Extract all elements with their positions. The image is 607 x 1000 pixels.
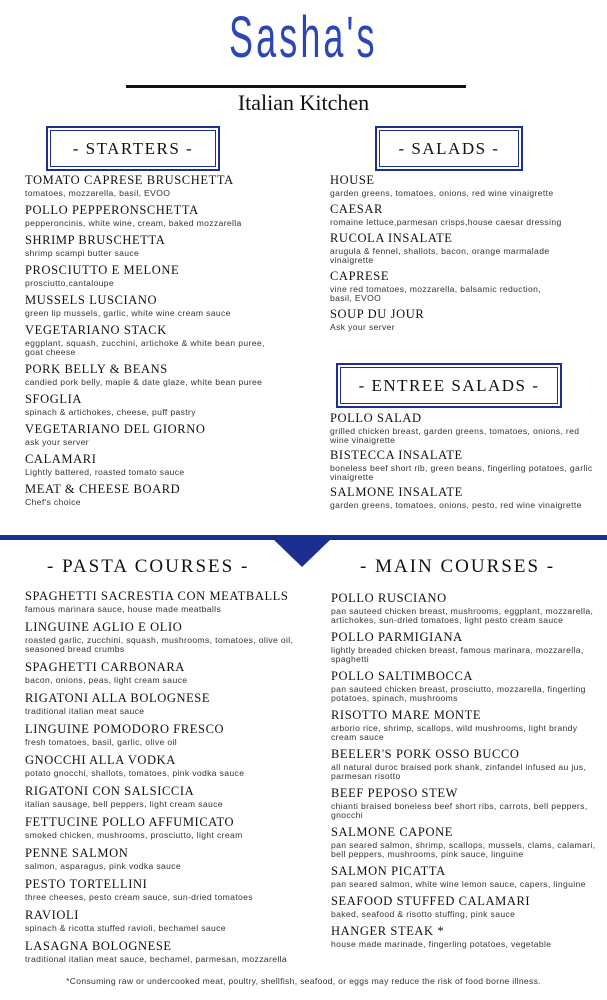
- menu-item: [331, 747, 596, 781]
- salads-heading-box: [375, 126, 523, 171]
- menu-item-description: three cheeses, pesto cream sauce, sun-dried tomatoes: [25, 892, 253, 902]
- food-safety-disclaimer: *Consuming raw or undercooked meat, poultry, shellfish, seafood, or eggs may reduce the risk of food borne illness.: [66, 976, 541, 986]
- salads-list: [330, 173, 565, 336]
- menu-item: [25, 660, 295, 685]
- menu-item: [25, 293, 285, 318]
- menu-item-description: house made marinade, fingerling potatoes, vegetable: [331, 939, 552, 949]
- mains-heading: - MAIN COURSES -: [360, 556, 556, 577]
- menu-item-name: HOUSE: [330, 173, 375, 187]
- menu-item: [330, 202, 565, 227]
- menu-item-description: potato gnocchi, shallots, tomatoes, pink vodka sauce: [25, 768, 245, 778]
- entree-salads-heading: - ENTREE SALADS -: [340, 367, 558, 404]
- menu-item-name: SEAFOOD STUFFED CALAMARI: [331, 894, 531, 908]
- menu-item-description: garden greens, tomatoes, onions, pesto, red wine vinaigrette: [330, 500, 582, 510]
- menu-item-description: chianti braised boneless beef short ribs, carrots, bell peppers, gnocchi: [331, 801, 588, 820]
- menu-item-description: ask your server: [25, 437, 89, 447]
- menu-item-description: bacon, onions, peas, light cream sauce: [25, 675, 188, 685]
- menu-item: [330, 448, 595, 482]
- menu-item-name: CALAMARI: [25, 452, 97, 466]
- menu-item: [25, 722, 295, 747]
- menu-item: [331, 864, 596, 889]
- menu-item: [25, 362, 285, 387]
- pasta-heading: - PASTA COURSES -: [47, 556, 250, 577]
- menu-item-name: POLLO PARMIGIANA: [331, 630, 463, 644]
- menu-item-description: pan sauteed chicken breast, mushrooms, eggplant, mozzarella, artichokes, sun-dried tomatoes, light pesto cream sauce: [331, 606, 594, 625]
- mains-list: [331, 591, 596, 954]
- menu-item-name: TOMATO CAPRESE BRUSCHETTA: [25, 173, 234, 187]
- menu-item: [331, 630, 596, 664]
- menu-item: [331, 825, 596, 859]
- menu-item: [25, 173, 285, 198]
- menu-item-description: italian sausage, bell peppers, light cream sauce: [25, 799, 223, 809]
- starters-list: [25, 173, 285, 512]
- menu-item-name: RISOTTO MARE MONTE: [331, 708, 482, 722]
- menu-item-name: POLLO PEPPERONSCHETTA: [25, 203, 199, 217]
- menu-item-description: boneless beef short rib, green beans, fingerling potatoes, garlic vinaigrette: [330, 463, 593, 482]
- starters-heading: - STARTERS -: [50, 130, 216, 167]
- menu-item-name: LINGUINE POMODORO FRESCO: [25, 722, 225, 736]
- menu-item-description: lightly breaded chicken breast, famous marinara, mozzarella, spaghetti: [331, 645, 584, 664]
- menu-item-description: traditional italian meat sauce: [25, 706, 145, 716]
- menu-item-description: all natural duroc braised pork shank, zinfandel infused au jus, parmesan risotto: [331, 762, 587, 781]
- menu-item: [331, 924, 596, 949]
- menu-item-name: POLLO SALAD: [330, 411, 422, 425]
- menu-item: [331, 894, 596, 919]
- menu-item-name: CAPRESE: [330, 269, 390, 283]
- menu-item-name: SPAGHETTI SACRESTIA CON MEATBALLS: [25, 589, 289, 603]
- menu-item-description: prosciutto,cantaloupe: [25, 278, 115, 288]
- menu-item: [330, 231, 565, 265]
- menu-item-description: Lightly battered, roasted tomato sauce: [25, 467, 185, 477]
- menu-item-description: garden greens, tomatoes, onions, red wine vinaigrette: [330, 188, 554, 198]
- menu-item-name: VEGETARIANO DEL GIORNO: [25, 422, 206, 436]
- logo-divider: [126, 85, 466, 88]
- menu-item-description: vine red tomatoes, mozzarella, balsamic reduction, basil, EVOO: [330, 284, 541, 303]
- menu-item-description: pan sauteed chicken breast, prosciutto, mozzarella, fingerling potatoes, spinach, mushrooms: [331, 684, 586, 703]
- menu-item: [25, 815, 295, 840]
- menu-item-description: baked, seafood & risotto stuffing, pink sauce: [331, 909, 516, 919]
- menu-item-name: POLLO RUSCIANO: [331, 591, 447, 605]
- menu-item: [25, 452, 285, 477]
- menu-item-name: SPAGHETTI CARBONARA: [25, 660, 185, 674]
- menu-item-name: LASAGNA BOLOGNESE: [25, 939, 172, 953]
- menu-item-description: Ask your server: [330, 322, 395, 332]
- menu-item-description: grilled chicken breast, garden greens, tomatoes, onions, red wine vinaigrette: [330, 426, 580, 445]
- menu-item-description: fresh tomatoes, basil, garlic, olive oil: [25, 737, 178, 747]
- menu-item-name: BEEF PEPOSO STEW: [331, 786, 458, 800]
- menu-item-description: spinach & ricotta stuffed ravioli, bechamel sauce: [25, 923, 226, 933]
- menu-item: [25, 589, 295, 614]
- menu-item: [331, 786, 596, 820]
- menu-item-name: POLLO SALTIMBOCCA: [331, 669, 474, 683]
- menu-item-description: green lip mussels, garlic, white wine cream sauce: [25, 308, 231, 318]
- menu-item-description: tomatoes, mozzarella, basil, EVOO: [25, 188, 171, 198]
- menu-item-description: famous marinara sauce, house made meatballs: [25, 604, 222, 614]
- menu-item-description: eggplant, squash, zucchini, artichoke & white bean puree, goat cheese: [25, 338, 265, 357]
- menu-item-description: shrimp scampi butter sauce: [25, 248, 140, 258]
- menu-item-description: pan seared salmon, shrimp, scallops, mussels, clams, calamari, bell peppers, mushrooms, pink sauce, linguine: [331, 840, 596, 859]
- menu-item: [330, 307, 565, 332]
- menu-item: [25, 691, 295, 716]
- menu-item-description: arborio rice, shrimp, scallops, wild mushrooms, light brandy cream sauce: [331, 723, 578, 742]
- menu-item-description: Chef's choice: [25, 497, 81, 507]
- menu-item-description: traditional italian meat sauce, bechamel, parmesan, mozzarella: [25, 954, 287, 964]
- menu-item: [25, 877, 295, 902]
- menu-item-name: PORK BELLY & BEANS: [25, 362, 168, 376]
- menu-item-name: SALMON PICATTA: [331, 864, 446, 878]
- menu-item-name: RIGATONI ALLA BOLOGNESE: [25, 691, 211, 705]
- menu-item-name: LINGUINE AGLIO E OLIO: [25, 620, 183, 634]
- starters-heading-box: [46, 126, 220, 171]
- menu-item-description: smoked chicken, mushrooms, prosciutto, light cream: [25, 830, 243, 840]
- restaurant-subtitle: Italian Kitchen: [237, 90, 370, 115]
- pasta-list: [25, 589, 295, 970]
- menu-item-name: BISTECCA INSALATE: [330, 448, 463, 462]
- menu-item: [25, 263, 285, 288]
- menu-item-name: GNOCCHI ALLA VODKA: [25, 753, 176, 767]
- menu-item: [330, 411, 595, 445]
- menu-item: [25, 233, 285, 258]
- restaurant-logo: Sasha's: [229, 5, 378, 70]
- menu-item: [331, 708, 596, 742]
- menu-item-description: romaine lettuce,parmesan crisps,house caesar dressing: [330, 217, 562, 227]
- entree-salads-list: [330, 411, 595, 513]
- menu-item-description: arugula & fennel, shallots, bacon, orange marmalade vinaigrette: [330, 246, 550, 265]
- menu-item: [25, 753, 295, 778]
- menu-item: [25, 908, 295, 933]
- menu-item-name: MUSSELS LUSCIANO: [25, 293, 158, 307]
- menu-item-name: BEELER'S PORK OSSO BUCCO: [331, 747, 520, 761]
- menu-item: [25, 846, 295, 871]
- menu-item: [330, 485, 595, 510]
- menu-item: [25, 482, 285, 507]
- menu-item: [25, 939, 295, 964]
- divider-chevron: [273, 539, 331, 567]
- menu-item-name: RAVIOLI: [25, 908, 79, 922]
- menu-item-name: CAESAR: [330, 202, 383, 216]
- entree-salads-heading-box: [336, 363, 562, 408]
- menu-item: [331, 669, 596, 703]
- menu-item-description: spinach & artichokes, cheese, puff pastry: [25, 407, 196, 417]
- menu-item-name: RIGATONI CON SALSICCIA: [25, 784, 195, 798]
- menu-item-name: PENNE SALMON: [25, 846, 129, 860]
- menu-item-name: HANGER STEAK *: [331, 924, 445, 938]
- menu-item-description: roasted garlic, zucchini, squash, mushrooms, tomatoes, olive oil, seasoned bread crumbs: [25, 635, 294, 654]
- menu-item-name: PROSCIUTTO E MELONE: [25, 263, 180, 277]
- menu-item: [25, 422, 285, 447]
- menu-item: [25, 620, 295, 654]
- menu-item: [25, 392, 285, 417]
- menu-item: [25, 203, 285, 228]
- menu-item-name: VEGETARIANO STACK: [25, 323, 167, 337]
- menu-item-name: MEAT & CHEESE BOARD: [25, 482, 181, 496]
- menu-item-name: SALMONE INSALATE: [330, 485, 463, 499]
- menu-item-name: PESTO TORTELLINI: [25, 877, 148, 891]
- menu-item: [330, 269, 565, 303]
- menu-item-description: salmon, asparagus, pink vodka sauce: [25, 861, 182, 871]
- menu-item-name: SHRIMP BRUSCHETTA: [25, 233, 166, 247]
- menu-item-description: pepperoncinis, white wine, cream, baked mozzarella: [25, 218, 242, 228]
- menu-item: [25, 784, 295, 809]
- menu-item-description: candied pork belly, maple & date glaze, white bean puree: [25, 377, 263, 387]
- menu-item: [330, 173, 565, 198]
- menu-item-name: SOUP DU JOUR: [330, 307, 425, 321]
- menu-item: [25, 323, 285, 357]
- menu-item-name: RUCOLA INSALATE: [330, 231, 453, 245]
- salads-heading: - SALADS -: [379, 130, 519, 167]
- menu-item: [331, 591, 596, 625]
- menu-item-description: pan seared salmon, white wine lemon sauce, capers, linguine: [331, 879, 586, 889]
- menu-item-name: SFOGLIA: [25, 392, 82, 406]
- menu-item-name: SALMONE CAPONE: [331, 825, 453, 839]
- brand-header: [0, 0, 607, 116]
- menu-item-name: FETTUCINE POLLO AFFUMICATO: [25, 815, 235, 829]
